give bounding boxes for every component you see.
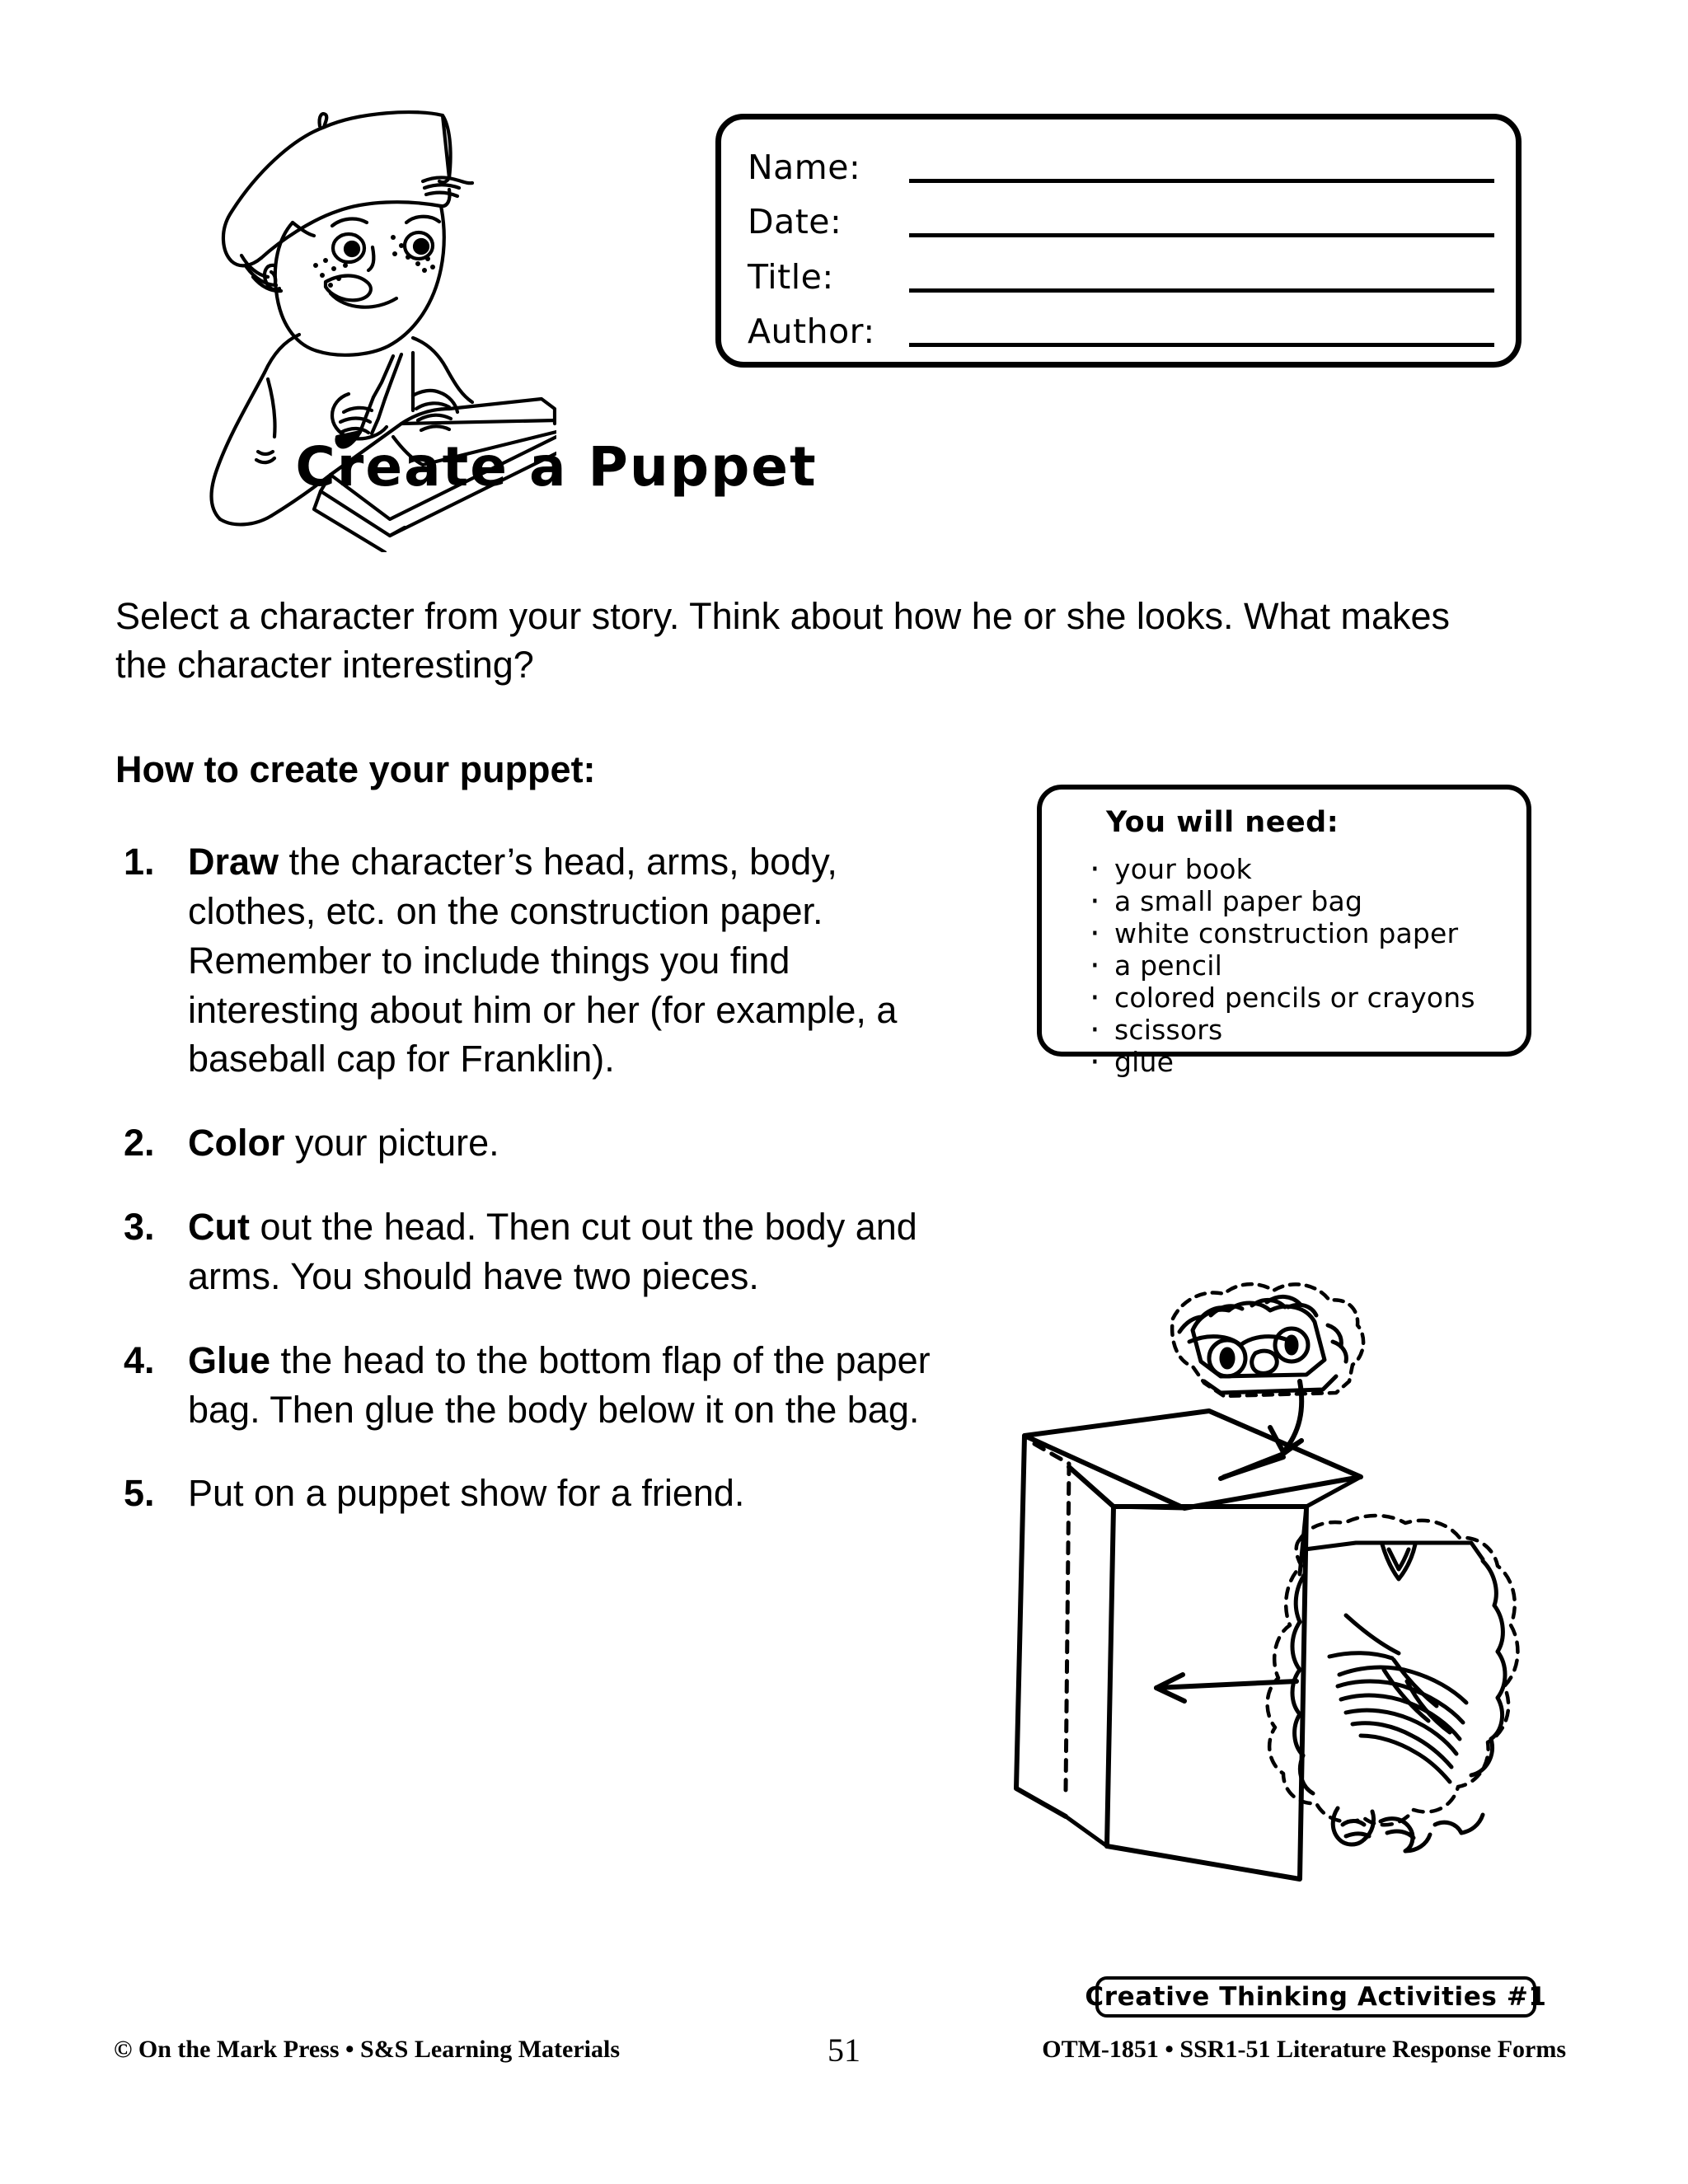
instruction-steps-list bbox=[124, 837, 956, 1553]
intro-paragraph: Select a character from your story. Think about how he or she looks. What makes the character interesting? bbox=[115, 595, 1451, 687]
page-title: Create a Puppet bbox=[295, 435, 818, 499]
step-body: the character’s head, arms, body, clothes, etc. on the construction paper. Remember to include things you find interesting about him or her (for example, a baseball cap for Franklin). bbox=[188, 841, 898, 1080]
step-body: the head to the bottom flap of the paper bag. Then glue the body below it on the bag. bbox=[188, 1338, 931, 1431]
list-item bbox=[124, 1202, 956, 1301]
step-number: 4. bbox=[124, 1338, 155, 1381]
list-item bbox=[124, 837, 956, 1084]
date-input-rule[interactable] bbox=[909, 233, 1494, 237]
list-item bbox=[124, 1336, 956, 1435]
author-input-rule[interactable] bbox=[909, 343, 1494, 347]
list-item: · your book bbox=[1080, 854, 1520, 886]
materials-box bbox=[1037, 785, 1531, 1078]
materials-list bbox=[1080, 854, 1520, 1079]
name-field-row[interactable] bbox=[748, 131, 1494, 186]
step-number: 3. bbox=[124, 1206, 155, 1249]
page-number: 51 bbox=[828, 2032, 860, 2069]
list-item: · a small paper bag bbox=[1080, 886, 1520, 918]
series-badge bbox=[1085, 1976, 1547, 2018]
step-text bbox=[188, 1336, 956, 1435]
title-label: Title: bbox=[748, 256, 834, 297]
author-field-row[interactable] bbox=[748, 296, 1494, 351]
step-text bbox=[188, 1118, 956, 1168]
author-label: Author: bbox=[748, 312, 875, 351]
list-item: · a pencil bbox=[1080, 950, 1520, 982]
student-info-box bbox=[715, 114, 1522, 368]
badge-text: Creative Thinking Activities #1 bbox=[1085, 1982, 1547, 2012]
step-keyword: Color bbox=[188, 1122, 285, 1165]
list-item: · glue bbox=[1080, 1047, 1520, 1079]
date-label: Date: bbox=[748, 202, 842, 241]
list-item: · colored pencils or crayons bbox=[1080, 982, 1520, 1015]
step-text bbox=[188, 837, 956, 1084]
title-input-rule[interactable] bbox=[909, 288, 1494, 293]
footer-product-code: OTM-1851 • SSR1-51 Literature Response Forms bbox=[1042, 2036, 1566, 2063]
step-text bbox=[188, 1469, 956, 1518]
step-text bbox=[188, 1202, 956, 1301]
step-number: 5. bbox=[124, 1472, 155, 1515]
step-number: 2. bbox=[124, 1122, 155, 1165]
paper-bag-puppet-icon bbox=[977, 1220, 1570, 1896]
list-item: · scissors bbox=[1080, 1015, 1520, 1047]
footer-copyright: © On the Mark Press • S&S Learning Materials bbox=[114, 2036, 620, 2063]
list-item: · white construction paper bbox=[1080, 918, 1520, 950]
name-input-rule[interactable] bbox=[909, 179, 1494, 183]
step-keyword: Glue bbox=[188, 1338, 271, 1381]
step-body: Put on a puppet show for a friend. bbox=[188, 1472, 745, 1515]
name-label: Name: bbox=[748, 147, 861, 187]
materials-title: You will need: bbox=[1106, 806, 1339, 839]
step-body: out the head. Then cut out the body and arms. You should have two pieces. bbox=[188, 1206, 917, 1297]
instructions-heading: How to create your puppet: bbox=[115, 748, 596, 790]
page-footer bbox=[0, 2032, 1688, 2074]
list-item bbox=[124, 1118, 956, 1168]
step-keyword: Cut bbox=[188, 1206, 250, 1249]
step-body: your picture. bbox=[284, 1122, 499, 1165]
date-field-row[interactable] bbox=[748, 186, 1494, 241]
list-item bbox=[124, 1469, 956, 1518]
step-number: 1. bbox=[124, 841, 155, 883]
title-field-row[interactable] bbox=[748, 241, 1494, 296]
step-keyword: Draw bbox=[188, 841, 279, 883]
